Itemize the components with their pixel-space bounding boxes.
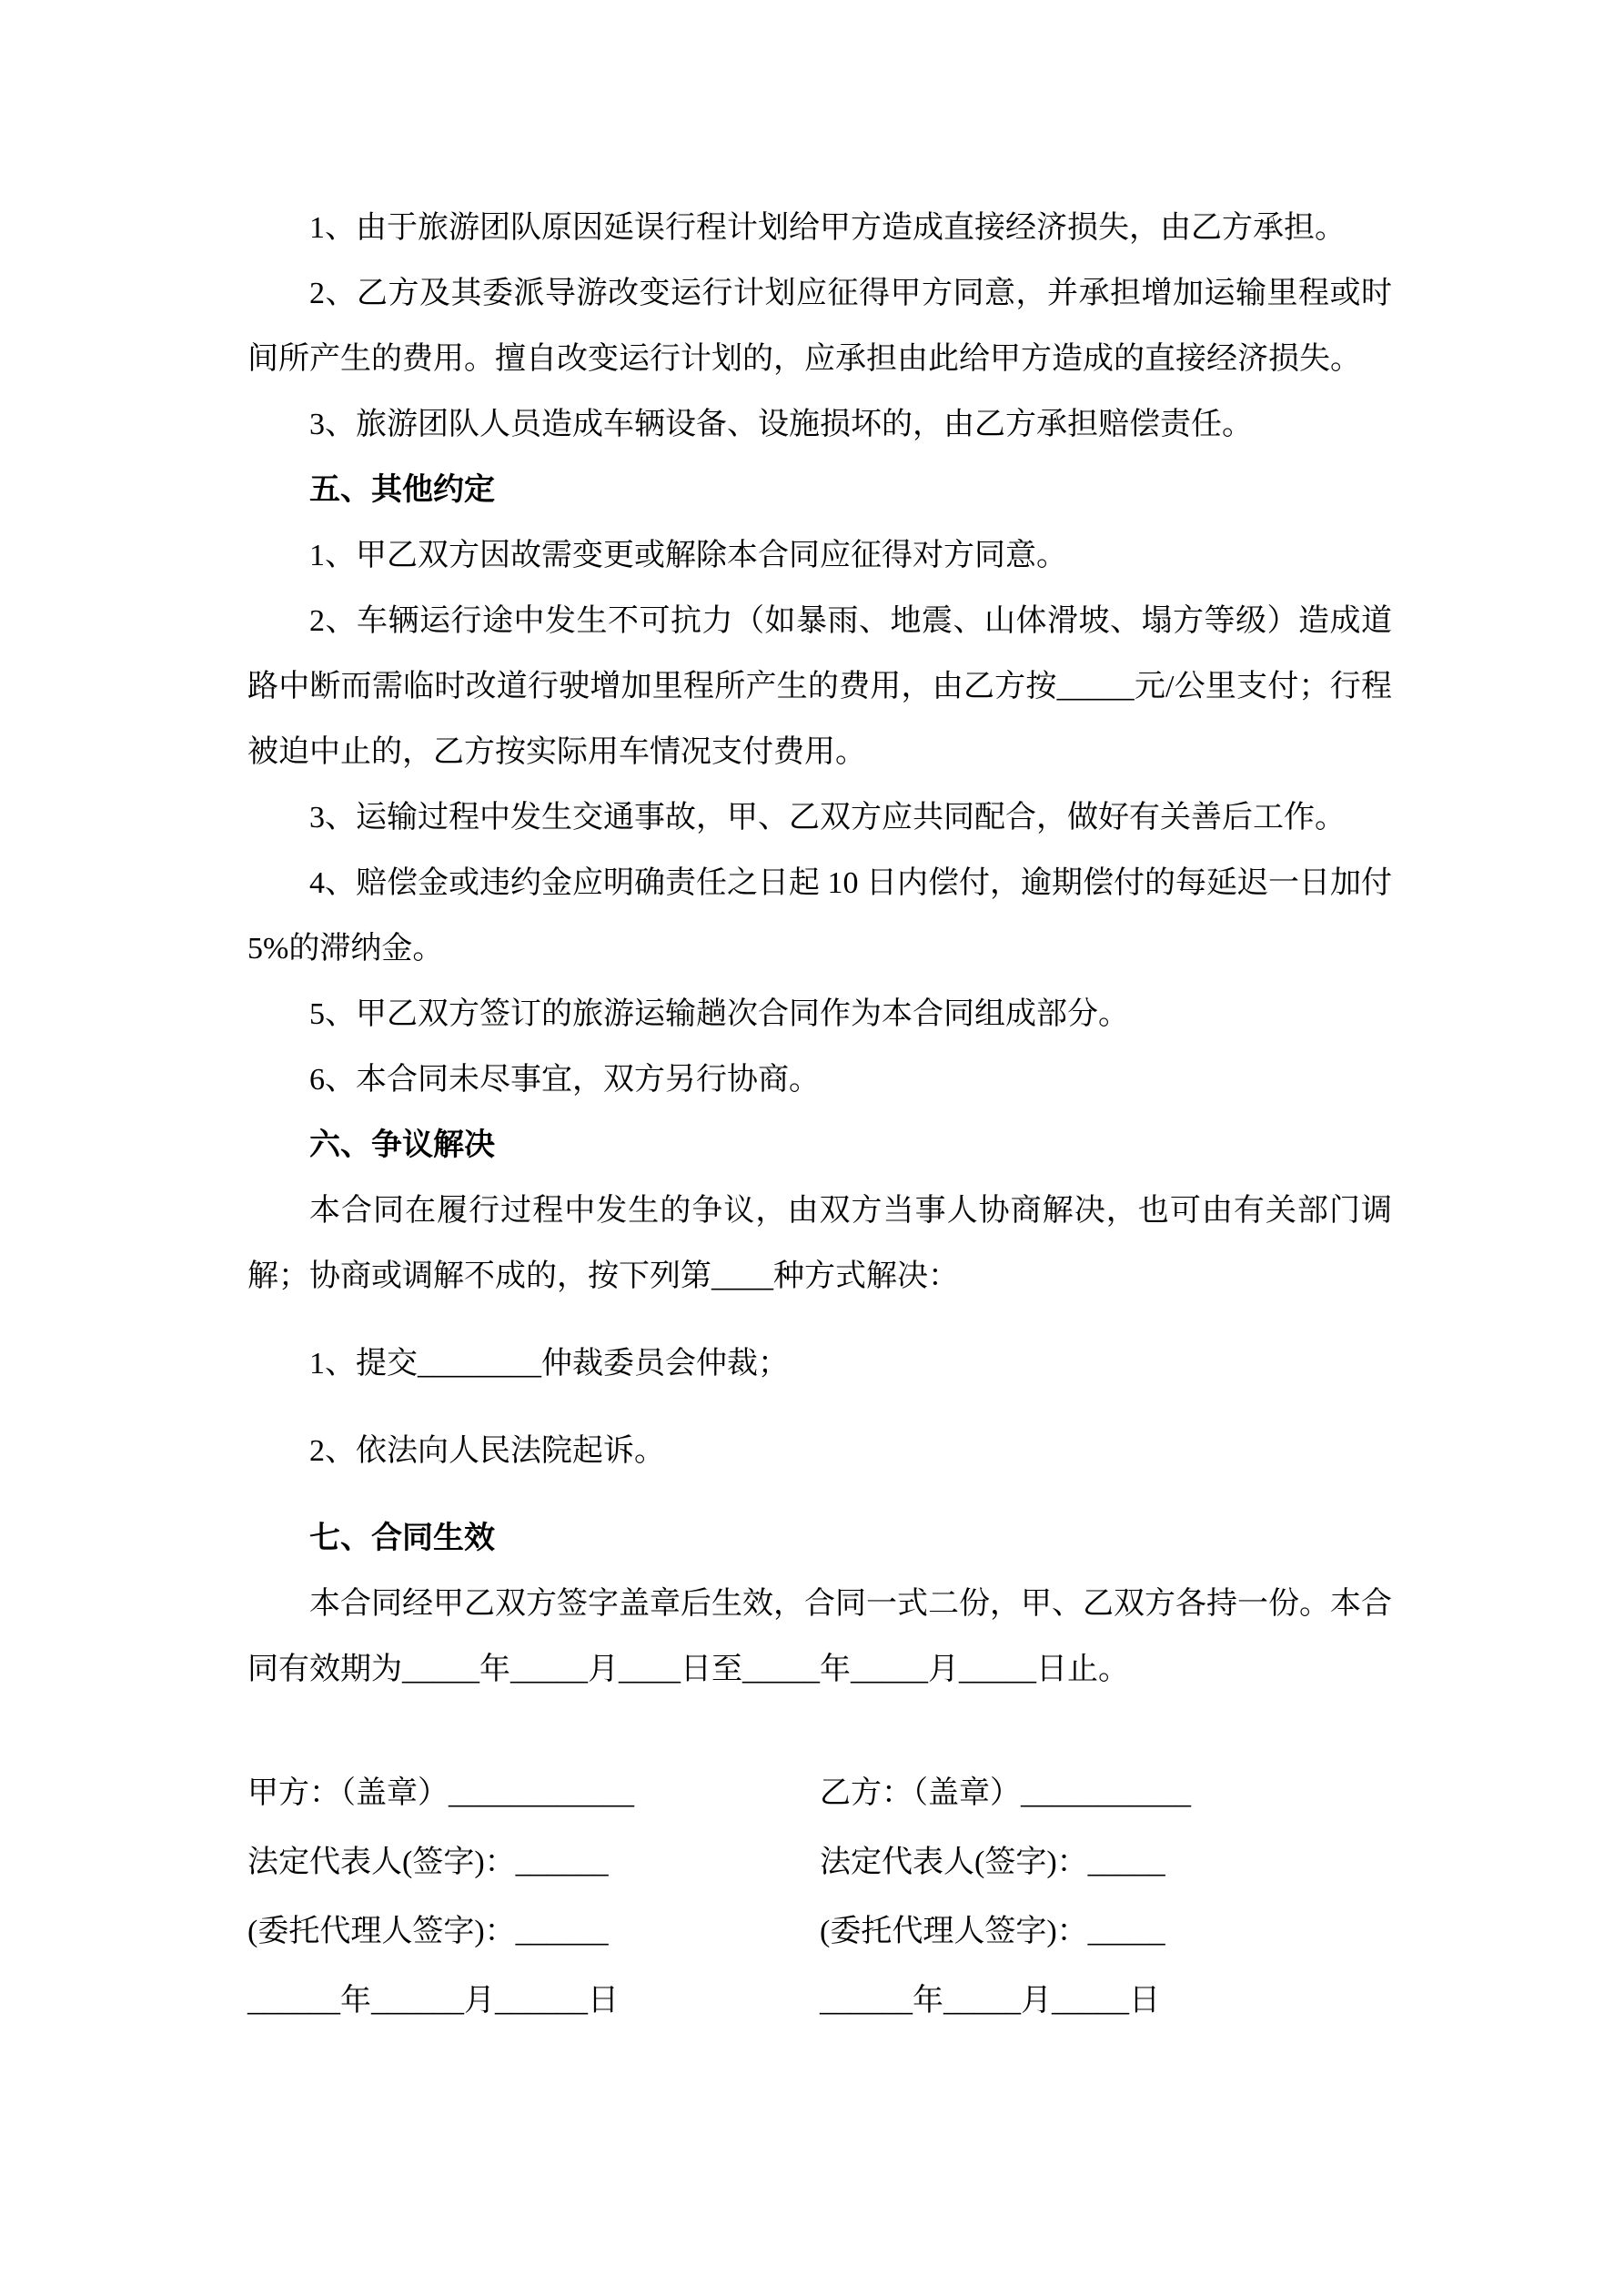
party-a-representative-line: 法定代表人(签字)：______ [247,1846,609,1879]
clause-arbitration-option: 1、提交________仲裁委员会仲裁； [309,1347,789,1381]
clause-route-change: 2、乙方及其委派导游改变运行计划应征得甲方同意，并承担增加运输里程或时间所产生的费用。擅自改变运行计划的，应承担由此给甲方造成的直接经济损失。 [247,277,1392,376]
clause-effectiveness-term: 本合同经甲乙双方签字盖章后生效，合同一式二份，甲、乙双方各持一份。本合同有效期为_____年_____月____日至_____年_____月_____日止。 [247,1587,1392,1686]
party-b-agent-line: (委托代理人签字)：_____ [820,1915,1165,1948]
clause-modify-terminate: 1、甲乙双方因故需变更或解除本合同应征得对方同意。 [309,539,1067,572]
clause-equipment-damage: 3、旅游团队人员造成车辆设备、设施损坏的，由乙方承担赔偿责任。 [309,408,1253,441]
clause-dispute-intro: 本合同在履行过程中发生的争议，由双方当事人协商解决，也可由有关部门调解；协商或调解不成的，按下列第____种方式解决： [247,1194,1392,1293]
party-b-date-line: ______年_____月_____日 [820,1984,1160,2018]
party-a-signature-column [247,1759,820,2036]
heading-other-agreements: 五、其他约定 [309,473,495,507]
clause-compensation-deadline: 4、赔偿金或违约金应明确责任之日起 10 日内偿付，逾期偿付的每延迟一日加付 5%的滞纳金。 [247,866,1392,966]
party-a-seal-line: 甲方：（盖章）____________ [247,1776,634,1810]
party-a-date-line: ______年______月______日 [247,1984,619,2018]
clause-court-option: 2、依法向人民法院起诉。 [309,1434,665,1468]
heading-contract-effectiveness: 七、合同生效 [309,1522,495,1555]
party-a-agent-line: (委托代理人签字)：______ [247,1915,609,1948]
heading-dispute-resolution: 六、争议解决 [309,1128,495,1162]
clause-delay-liability: 1、由于旅游团队原因延误行程计划给甲方造成直接经济损失，由乙方承担。 [309,211,1346,245]
clause-unfinished-matters: 6、本合同未尽事宜，双方另行协商。 [309,1063,820,1097]
clause-trip-contract-part: 5、甲乙双方签订的旅游运输趟次合同作为本合同组成部分。 [309,997,1129,1031]
clause-force-majeure: 2、车辆运行途中发生不可抗力（如暴雨、地震、山体滑坡、塌方等级）造成道路中断而需临时改道行驶增加里程所产生的费用，由乙方按_____元/公里支付；行程被迫中止的，乙方按实际用车情况支付费用。 [247,604,1392,769]
party-b-representative-line: 法定代表人(签字)：_____ [820,1846,1165,1879]
clause-traffic-accident: 3、运输过程中发生交通事故，甲、乙双方应共同配合，做好有关善后工作。 [309,801,1346,834]
party-b-signature-column [820,1759,1392,2036]
signature-block [247,1759,1392,2036]
party-b-seal-line: 乙方：（盖章）___________ [820,1776,1191,1810]
